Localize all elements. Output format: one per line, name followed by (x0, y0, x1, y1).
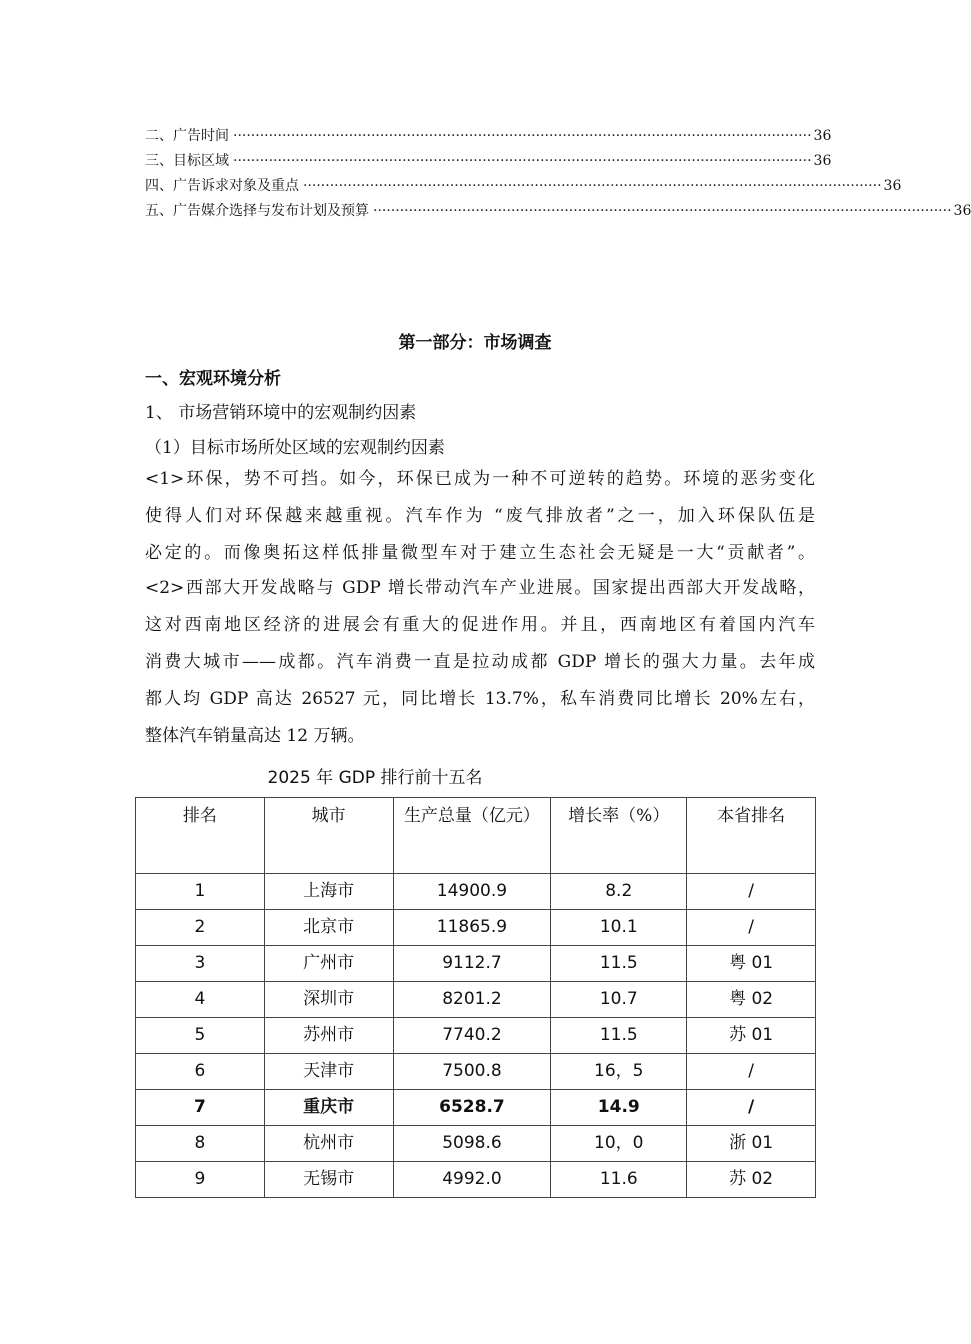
cell-city: 天津市 (264, 1054, 393, 1090)
cell-city: 苏州市 (264, 1018, 393, 1054)
cell-province-rank: 粤 02 (687, 982, 816, 1018)
table-caption: 2025 年 GDP 排行前十五名 (267, 768, 483, 788)
paragraph-environment (145, 461, 815, 572)
cell-gdp: 9112.7 (393, 946, 551, 982)
toc-entry[interactable] (145, 174, 902, 199)
toc-leader-dots: ·································································································································· (233, 153, 812, 169)
cell-city: 上海市 (264, 874, 393, 910)
toc-entry-page: 36 (883, 178, 902, 194)
cell-province-rank: / (687, 910, 816, 946)
toc-entry[interactable] (145, 124, 832, 149)
cell-city: 深圳市 (264, 982, 393, 1018)
cell-rank: 3 (136, 946, 265, 982)
toc-entry-label: 二、广告时间 (145, 128, 229, 144)
cell-gdp: 8201.2 (393, 982, 551, 1018)
table-row (136, 1018, 816, 1054)
table-row (136, 1126, 816, 1162)
cell-rank: 9 (136, 1162, 265, 1198)
cell-province-rank: 苏 01 (687, 1018, 816, 1054)
cell-growth: 16，5 (551, 1054, 687, 1090)
cell-province-rank: / (687, 1054, 816, 1090)
table-row (136, 946, 816, 982)
subsection-heading: 1、 市场营销环境中的宏观制约因素 (145, 403, 417, 423)
header-province-rank: 本省排名 (687, 798, 816, 874)
cell-gdp: 7740.2 (393, 1018, 551, 1054)
paragraph-line: 使得人们对环保越来越重视。汽车作为 “废气排放者”之一，加入环保队伍是 (145, 506, 815, 526)
toc-leader-dots: ·································································································································· (233, 128, 812, 144)
cell-growth: 11.6 (551, 1162, 687, 1198)
paragraph-line: 消费大城市——成都。汽车消费一直是拉动成都 GDP 增长的强大力量。去年成 (145, 652, 815, 672)
paragraph-line: 都人均 GDP 高达 26527 元，同比增长 13.7%，私车消费同比增长 20%左右， (145, 689, 815, 709)
cell-gdp: 5098.6 (393, 1126, 551, 1162)
cell-growth: 10，0 (551, 1126, 687, 1162)
table-row-highlighted (136, 1090, 816, 1126)
paragraph-line: 必定的。而像奥拓这样低排量微型车对于建立生态社会无疑是一大“贡献者”。 (145, 543, 815, 563)
cell-rank: 5 (136, 1018, 265, 1054)
paragraph-line: 整体汽车销量高达 12 万辆。 (145, 726, 365, 746)
table-row (136, 1054, 816, 1090)
cell-city: 北京市 (264, 910, 393, 946)
table-of-contents (145, 124, 971, 224)
cell-city: 无锡市 (264, 1162, 393, 1198)
cell-gdp: 7500.8 (393, 1054, 551, 1090)
cell-province-rank: 粤 01 (687, 946, 816, 982)
cell-growth: 14.9 (551, 1090, 687, 1126)
cell-city: 重庆市 (264, 1090, 393, 1126)
header-growth: 增长率（%） (551, 798, 687, 874)
toc-entry[interactable] (145, 199, 971, 224)
table-header-row (136, 798, 816, 874)
toc-leader-dots: ·································································································································· (373, 203, 952, 219)
cell-rank: 6 (136, 1054, 265, 1090)
toc-leader-dots: ·································································································································· (303, 178, 882, 194)
paragraph-western-development (145, 570, 815, 755)
table-row (136, 982, 816, 1018)
cell-growth: 11.5 (551, 1018, 687, 1054)
section-title: 一、宏观环境分析 (145, 369, 281, 389)
cell-growth: 11.5 (551, 946, 687, 982)
table-row (136, 874, 816, 910)
paragraph-line: 这对西南地区经济的进展会有重大的促进作用。并且，西南地区有着国内汽车 (145, 615, 815, 635)
toc-entry-page: 36 (953, 203, 971, 219)
gdp-ranking-table (135, 797, 816, 1198)
cell-growth: 10.7 (551, 982, 687, 1018)
cell-city: 杭州市 (264, 1126, 393, 1162)
toc-entry-label: 三、目标区域 (145, 153, 229, 169)
cell-province-rank: 苏 02 (687, 1162, 816, 1198)
cell-province-rank: / (687, 1090, 816, 1126)
cell-gdp: 6528.7 (393, 1090, 551, 1126)
cell-growth: 10.1 (551, 910, 687, 946)
cell-province-rank: / (687, 874, 816, 910)
header-gdp: 生产总量（亿元） (393, 798, 551, 874)
cell-province-rank: 浙 01 (687, 1126, 816, 1162)
table-row (136, 910, 816, 946)
cell-rank: 8 (136, 1126, 265, 1162)
toc-entry-label: 五、广告媒介选择与发布计划及预算 (145, 203, 369, 219)
toc-entry-page: 36 (813, 128, 832, 144)
part-title: 第一部分：市场调查 (398, 333, 552, 353)
cell-rank: 2 (136, 910, 265, 946)
cell-city: 广州市 (264, 946, 393, 982)
header-rank: 排名 (136, 798, 265, 874)
cell-gdp: 4992.0 (393, 1162, 551, 1198)
cell-rank: 4 (136, 982, 265, 1018)
toc-entry[interactable] (145, 149, 832, 174)
paragraph-line: <2>西部大开发战略与 GDP 增长带动汽车产业进展。国家提出西部大开发战略， (145, 578, 815, 598)
subsubsection-heading: （1）目标市场所处区域的宏观制约因素 (145, 438, 445, 458)
cell-growth: 8.2 (551, 874, 687, 910)
cell-gdp: 14900.9 (393, 874, 551, 910)
table-row (136, 1162, 816, 1198)
header-city: 城市 (264, 798, 393, 874)
cell-gdp: 11865.9 (393, 910, 551, 946)
cell-rank: 7 (136, 1090, 265, 1126)
toc-entry-label: 四、广告诉求对象及重点 (145, 178, 299, 194)
cell-rank: 1 (136, 874, 265, 910)
paragraph-line: <1>环保，势不可挡。如今，环保已成为一种不可逆转的趋势。环境的恶劣变化 (145, 469, 815, 489)
toc-entry-page: 36 (813, 153, 832, 169)
